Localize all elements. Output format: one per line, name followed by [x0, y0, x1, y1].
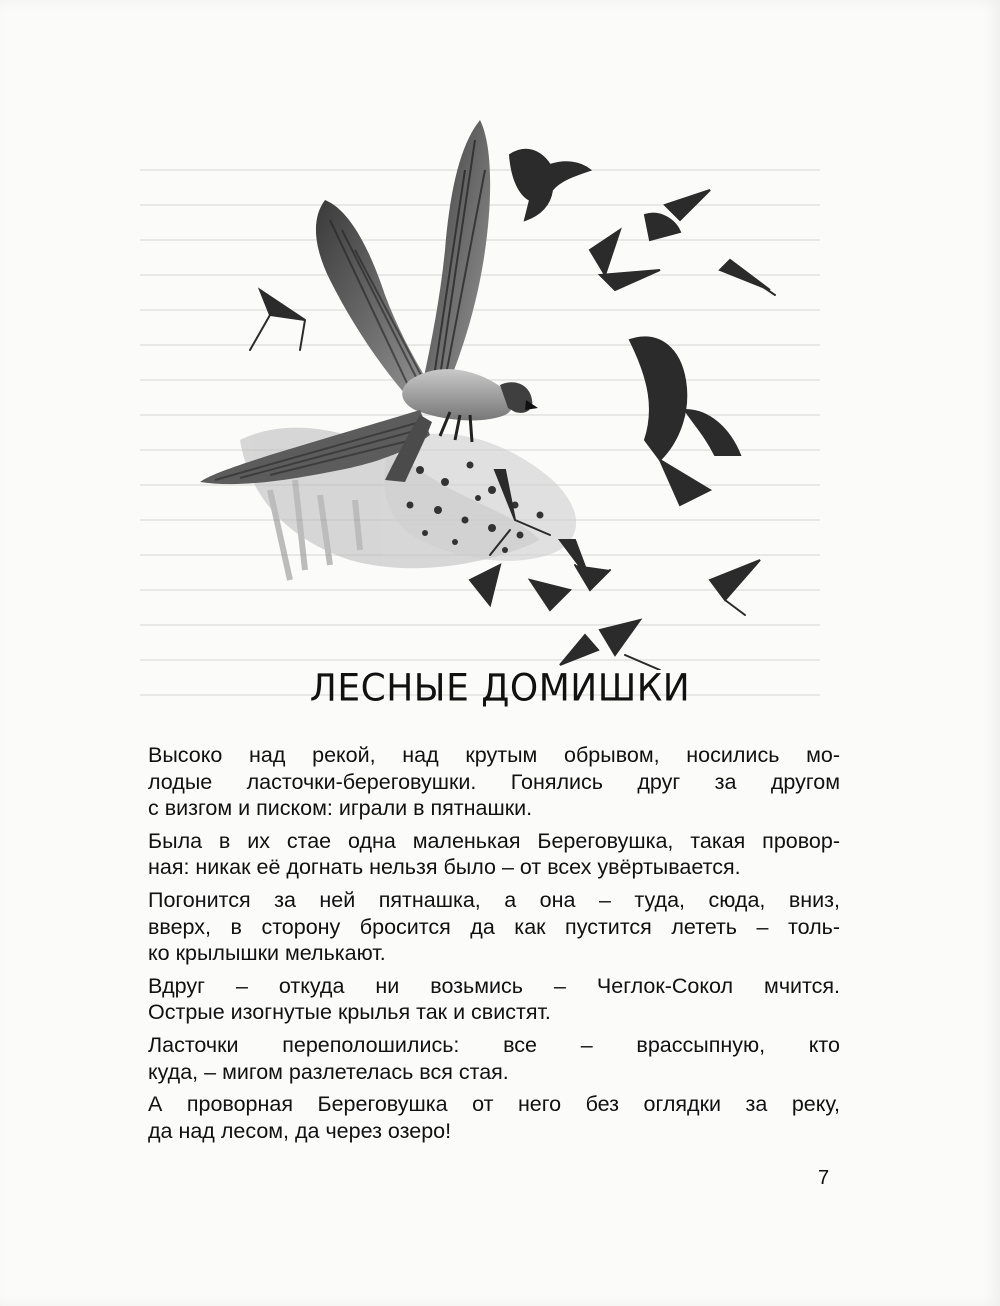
text-line: Острые изогнутые крылья так и свистят. — [148, 1000, 551, 1025]
text-line: ная: никак её догнать нельзя было – от всех увёртывается. — [148, 855, 741, 880]
text-line: Погонится за ней пятнашка, а она – туда, сюда, вниз, — [148, 887, 840, 912]
paragraph — [118, 1032, 840, 1085]
paragraph — [118, 828, 840, 881]
chapter-title: ЛЕСНЫЕ ДОМИШКИ — [309, 666, 691, 711]
paragraph — [118, 887, 840, 967]
paragraph — [118, 742, 840, 822]
text-line: лодые ласточки-береговушки. Гонялись друг за другом — [148, 769, 840, 794]
text-line: ко крылышки мелькают. — [148, 941, 386, 966]
text-line: Высоко над рекой, над крутым обрывом, носились мо- — [148, 743, 840, 767]
paragraph — [118, 973, 840, 1026]
text-line: Ласточки переполошились: все – врассыпную, кто — [148, 1032, 840, 1057]
falcon-chasing-swallows-illustration — [120, 110, 860, 670]
text-line: вверх, в сторону бросится да как пустится лететь – толь- — [148, 914, 840, 939]
page-number: 7 — [818, 1167, 830, 1189]
text-line: Вдруг – откуда ни возьмись – Чеглок-Сокол мчится. — [148, 973, 840, 998]
falcon — [200, 120, 538, 484]
paragraph — [118, 1091, 840, 1144]
text-line: с визгом и писком: играли в пятнашки. — [148, 796, 533, 821]
text-line: А проворная Береговушка от него без оглядки за реку, — [148, 1092, 840, 1117]
text-line: да над лесом, да через озеро! — [148, 1118, 452, 1143]
text-line: куда, – мигом разлетелась вся стая. — [148, 1059, 509, 1084]
story-text — [118, 742, 840, 1150]
text-line: Была в их стае одна маленькая Береговушка, такая провор- — [148, 828, 840, 853]
